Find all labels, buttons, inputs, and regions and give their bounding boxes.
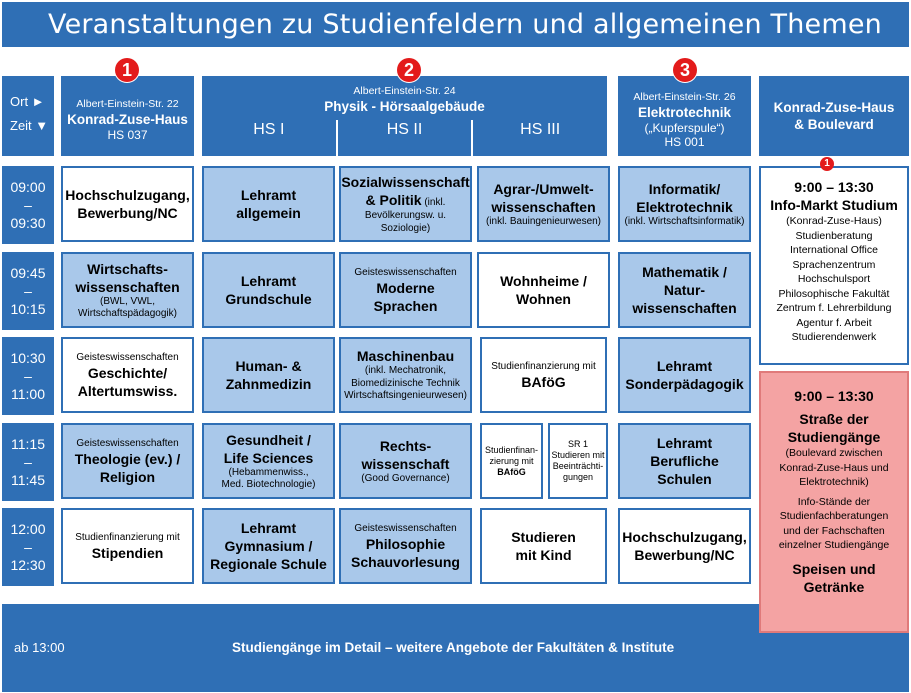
venue-4-name-2: & Boulevard (794, 117, 874, 132)
venue-3-name: Elektrotechnik (637, 105, 732, 120)
session-beeintraechtigungen[interactable]: SR 1 Studieren mit Beeinträchti- gungen (548, 423, 608, 499)
session-stipendien[interactable]: Studienfinanzierung mit Stipendien (61, 508, 194, 584)
zeit-label: Zeit ▼ (10, 118, 49, 133)
session-philosophie[interactable]: Geisteswissenschaften Philosophie Schauvorlesung (339, 508, 472, 584)
venue-header-3 (618, 76, 751, 156)
venue-header-2 (202, 76, 607, 156)
venue-2-address: Albert-Einstein-Str. 24 (353, 85, 456, 97)
session-bafoeg[interactable]: Studienfinanzierung mit BAföG (480, 337, 607, 413)
session-bafoeg-small[interactable]: Studienfinan- zierung mit BAföG (480, 423, 543, 499)
venue-1-name: Konrad-Zuse-Haus (67, 112, 188, 127)
venue-2-room-hs2: HS II (338, 120, 474, 156)
venue-3-name-2: („Kupferspule“) (644, 121, 725, 135)
infomarkt-time: 9:00 – 13:30 (794, 179, 874, 195)
page-title: Veranstaltungen zu Studienfeldern und allgemeinen Themen (2, 2, 909, 47)
ort-zeit-header (2, 76, 54, 156)
session-hochschulzugang-1[interactable]: Hochschulzugang, Bewerbung/NC (61, 166, 194, 242)
venue-header-4 (759, 76, 909, 156)
time-slot-5: 12:00 – 12:30 (2, 508, 54, 586)
venue-2-name: Physik - Hörsaalgebäude (324, 99, 485, 114)
time-slot-1: 09:00 – 09:30 (2, 166, 54, 244)
session-sonderpaedagogik[interactable]: Lehramt Sonderpädagogik (618, 337, 751, 413)
venue-1-room: HS 037 (107, 128, 148, 142)
session-maschinenbau[interactable]: Maschinenbau (inkl. Mechatronik, Biomedizinische Technik Wirtschaftsingenieurwesen) (339, 337, 472, 413)
session-studieren-mit-kind[interactable]: Studieren mit Kind (480, 508, 607, 584)
session-rechtswissenschaft[interactable]: Rechts- wissenschaft (Good Governance) (339, 423, 472, 499)
session-geschichte[interactable]: Geisteswissenschaften Geschichte/ Altertumswiss. (61, 337, 194, 413)
venue-4-name: Konrad-Zuse-Haus (773, 100, 895, 115)
session-theologie[interactable]: Geisteswissenschaften Theologie (ev.) / Religion (61, 423, 194, 499)
time-slot-4: 11:15 – 11:45 (2, 423, 54, 501)
session-hochschulzugang-2[interactable]: Hochschulzugang, Bewerbung/NC (618, 508, 751, 584)
footer-text: Studiengänge im Detail – weitere Angebote der Fakultäten & Institute (232, 640, 675, 655)
strasse-box[interactable]: 9:00 – 13:30 Straße der Studiengänge (Boulevard zwischen Konrad-Zuse-Haus und Elektrotechnik) Info-Stände der Studienfachberatungen und der Fachschaften einzelner Studiengänge Speisen und Getränke (759, 371, 909, 633)
venue-header-1 (61, 76, 194, 156)
venue-3-room: HS 001 (664, 135, 705, 149)
session-mathematik[interactable]: Mathematik / Natur- wissenschaften (618, 252, 751, 328)
venue-2-room-hs1: HS I (202, 120, 338, 156)
session-wohnheime[interactable]: Wohnheime / Wohnen (477, 252, 610, 328)
session-informatik[interactable]: Informatik/ Elektrotechnik (inkl. Wirtschaftsinformatik) (618, 166, 751, 242)
session-sozialwissenschaft[interactable]: Sozialwissenschaft & Politik (inkl. Bevölkerungsw. u. Soziologie) (339, 166, 472, 242)
session-lehramt-gymnasium[interactable]: Lehramt Gymnasium / Regionale Schule (202, 508, 335, 584)
session-berufliche-schulen[interactable]: Lehramt Berufliche Schulen (618, 423, 751, 499)
time-slot-2: 09:45 – 10:15 (2, 252, 54, 330)
venue-2-room-hs3: HS III (520, 121, 561, 138)
location-badge-3: 3 (673, 58, 697, 82)
session-lehramt-grundschule[interactable]: Lehramt Grundschule (202, 252, 335, 328)
session-wirtschaftswissenschaften[interactable]: Wirtschafts- wissenschaften (BWL, VWL, Wirtschaftspädagogik) (61, 252, 194, 328)
venue-3-address: Albert-Einstein-Str. 26 (633, 91, 736, 103)
infomarkt-title: Info-Markt Studium (770, 197, 898, 213)
location-badge-2: 2 (397, 58, 421, 82)
infomarkt-badge: 1 (820, 157, 834, 171)
time-slot-3: 10:30 – 11:00 (2, 337, 54, 415)
venue-1-address: Albert-Einstein-Str. 22 (76, 98, 179, 110)
session-agrar-umwelt[interactable]: Agrar-/Umwelt- wissenschaften (inkl. Bauingenieurwesen) (477, 166, 610, 242)
location-badge-1: 1 (115, 58, 139, 82)
session-gesundheit[interactable]: Gesundheit / Life Sciences (Hebammenwiss., Med. Biotechnologie) (202, 423, 335, 499)
infomarkt-box[interactable]: 9:00 – 13:30 Info-Markt Studium (Konrad-Zuse-Haus) Studienberatung International Office Sprachenzentrum Hochschulsport Philosophische Fakultät Zentrum f. Lehrerbildung Agentur f. Arbeit Studierendenwerk (759, 166, 909, 365)
strasse-time: 9:00 – 13:30 (794, 388, 874, 404)
ort-label: Ort ► (10, 94, 45, 109)
session-moderne-sprachen[interactable]: Geisteswissenschaften Moderne Sprachen (339, 252, 472, 328)
footer-time: ab 13:00 (14, 640, 65, 655)
session-lehramt-allgemein[interactable]: Lehramt allgemein (202, 166, 335, 242)
session-humanmedizin[interactable]: Human- & Zahnmedizin (202, 337, 335, 413)
